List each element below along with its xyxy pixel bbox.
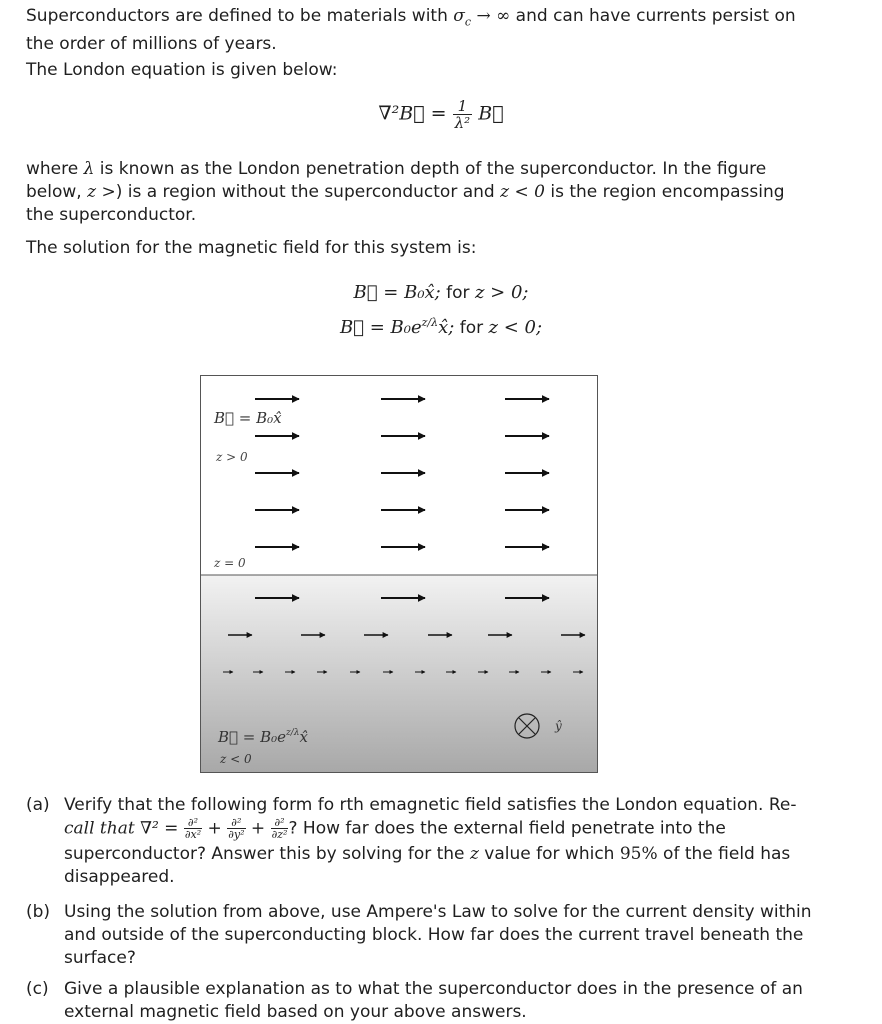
percent-value: 95% <box>619 844 658 864</box>
boundary-label: z = 0 <box>214 556 246 570</box>
part-b <box>26 901 816 971</box>
part-a-line-1: Verify that the following form fo rth emagnetic field satisfies the London equation. Re- <box>64 795 797 815</box>
penetration-paragraph <box>26 158 826 227</box>
london-intro: The London equation is given below: <box>26 60 338 80</box>
d2-dx2-den: ∂x² <box>184 828 202 841</box>
part-c-text <box>64 978 819 1024</box>
text: value for which <box>478 844 620 864</box>
d2-dx2-num: ∂² <box>184 817 202 829</box>
part-b-line-2: and outside of the superconducting block. How far does the current travel beneath the <box>64 925 804 945</box>
intro-text: Superconductors are defined to be materials with <box>26 6 454 26</box>
d2-dz2-num: ∂² <box>271 817 289 829</box>
part-c-label: (c) <box>26 979 49 999</box>
fraction-denominator: λ² <box>454 114 471 132</box>
solution-eq-2 <box>0 311 882 340</box>
part-b-label: (b) <box>26 902 51 922</box>
penetration-line-3: the superconductor. <box>26 205 197 225</box>
text: superconductor? Answer this by solving for the <box>64 844 470 864</box>
part-c <box>26 978 816 1024</box>
part-a-text <box>64 794 819 889</box>
bottom-field-base: B⃗ = B₀e <box>218 728 287 746</box>
d2-dz2-den: ∂z² <box>271 828 288 841</box>
vacuum-region <box>201 376 598 575</box>
part-b-line-3: surface? <box>64 948 136 968</box>
z-variable: z <box>469 844 479 864</box>
text: ) is a region without the superconductor and <box>115 182 501 202</box>
text: below, <box>26 182 88 202</box>
lambda-symbol: λ <box>83 159 95 179</box>
intro-text-tail: and can have currents persist on <box>510 6 796 26</box>
penetration-line-1 <box>26 158 826 181</box>
part-a-line-3 <box>64 843 819 866</box>
fraction-numerator: 1 <box>453 98 473 115</box>
london-fraction <box>453 98 473 131</box>
top-field-label: B⃗ = B₀x̂ <box>214 409 282 427</box>
solution-eq-1-math: B⃗ = B₀x̂; <box>353 282 441 303</box>
bottom-field-exponent: z/λ <box>286 728 300 738</box>
bottom-region-label: z < 0 <box>220 752 252 766</box>
part-a-line-4: disappeared. <box>64 867 175 887</box>
laplacian-def: call that ∇² = <box>64 818 184 839</box>
part-c-line-2: external magnetic field based on your above answers. <box>64 1002 527 1022</box>
intro-line-1 <box>26 5 826 33</box>
text: is the region encompassing <box>544 182 785 202</box>
part-a-label: (a) <box>26 795 50 815</box>
text: is known as the London penetration depth of the superconductor. In the figure <box>94 159 767 179</box>
solution-eq-2-math: B⃗ = B₀e <box>339 317 422 338</box>
solution-eq-1-for: for <box>440 283 475 303</box>
intro-line-2: the order of millions of years. <box>26 34 277 55</box>
top-region-label: z > 0 <box>216 450 248 464</box>
bottom-field-unit: x̂ <box>299 728 308 746</box>
part-a <box>26 794 816 894</box>
solution-intro: The solution for the magnetic field for this system is: <box>26 238 477 258</box>
part-b-line-1: Using the solution from above, use Ampere's Law to solve for the current density within <box>64 902 812 922</box>
part-a-line-2-tail: ? How far does the external field penetrate into the <box>288 818 726 839</box>
d2-dz2 <box>271 817 289 840</box>
solution-eq-1-cond: z > 0; <box>474 282 529 303</box>
penetration-line-2 <box>26 181 826 204</box>
london-lhs: ∇²B⃗ = <box>378 102 447 125</box>
solution-eq-1 <box>0 281 882 305</box>
y-axis-label: ŷ <box>555 719 562 733</box>
sigma-subscript: c <box>464 15 472 29</box>
d2-dy2-den: ∂y² <box>228 828 245 841</box>
superconductor-field-figure <box>200 375 598 773</box>
part-b-text <box>64 901 819 970</box>
sigma-symbol: σ <box>453 6 465 26</box>
london-equation <box>0 98 882 131</box>
intro-paragraph <box>26 5 826 56</box>
solution-eq-2-cond: z < 0; <box>488 317 543 338</box>
text: where <box>26 159 84 179</box>
solution-eq-2-for: for <box>454 318 489 338</box>
text: of the field has <box>657 844 791 864</box>
sigma-limit: → ∞ <box>471 6 511 26</box>
z-less: z < 0 <box>500 182 545 202</box>
d2-dx2 <box>184 817 202 840</box>
part-a-line-2: call that ∇² = $\frac{\text{∂²}}{\text{∂x²}}$ + $\frac{\text{∂²}}{\text{∂y²}}$ + $\frac{\text{∂²}}{\text{∂z²}}$ ? How far does the external field penetrate into the <box>64 816 726 841</box>
solution-eq-2-unit: x̂; <box>438 317 455 338</box>
solution-eq-2-exponent: z/λ <box>421 316 439 329</box>
z-greater: z > <box>87 182 116 202</box>
part-c-line-1: Give a plausible explanation as to what the superconductor does in the presence of an <box>64 979 803 999</box>
london-rhs: B⃗ <box>478 102 504 125</box>
d2-dy2 <box>227 817 245 840</box>
d2-dy2-num: ∂² <box>227 817 245 829</box>
